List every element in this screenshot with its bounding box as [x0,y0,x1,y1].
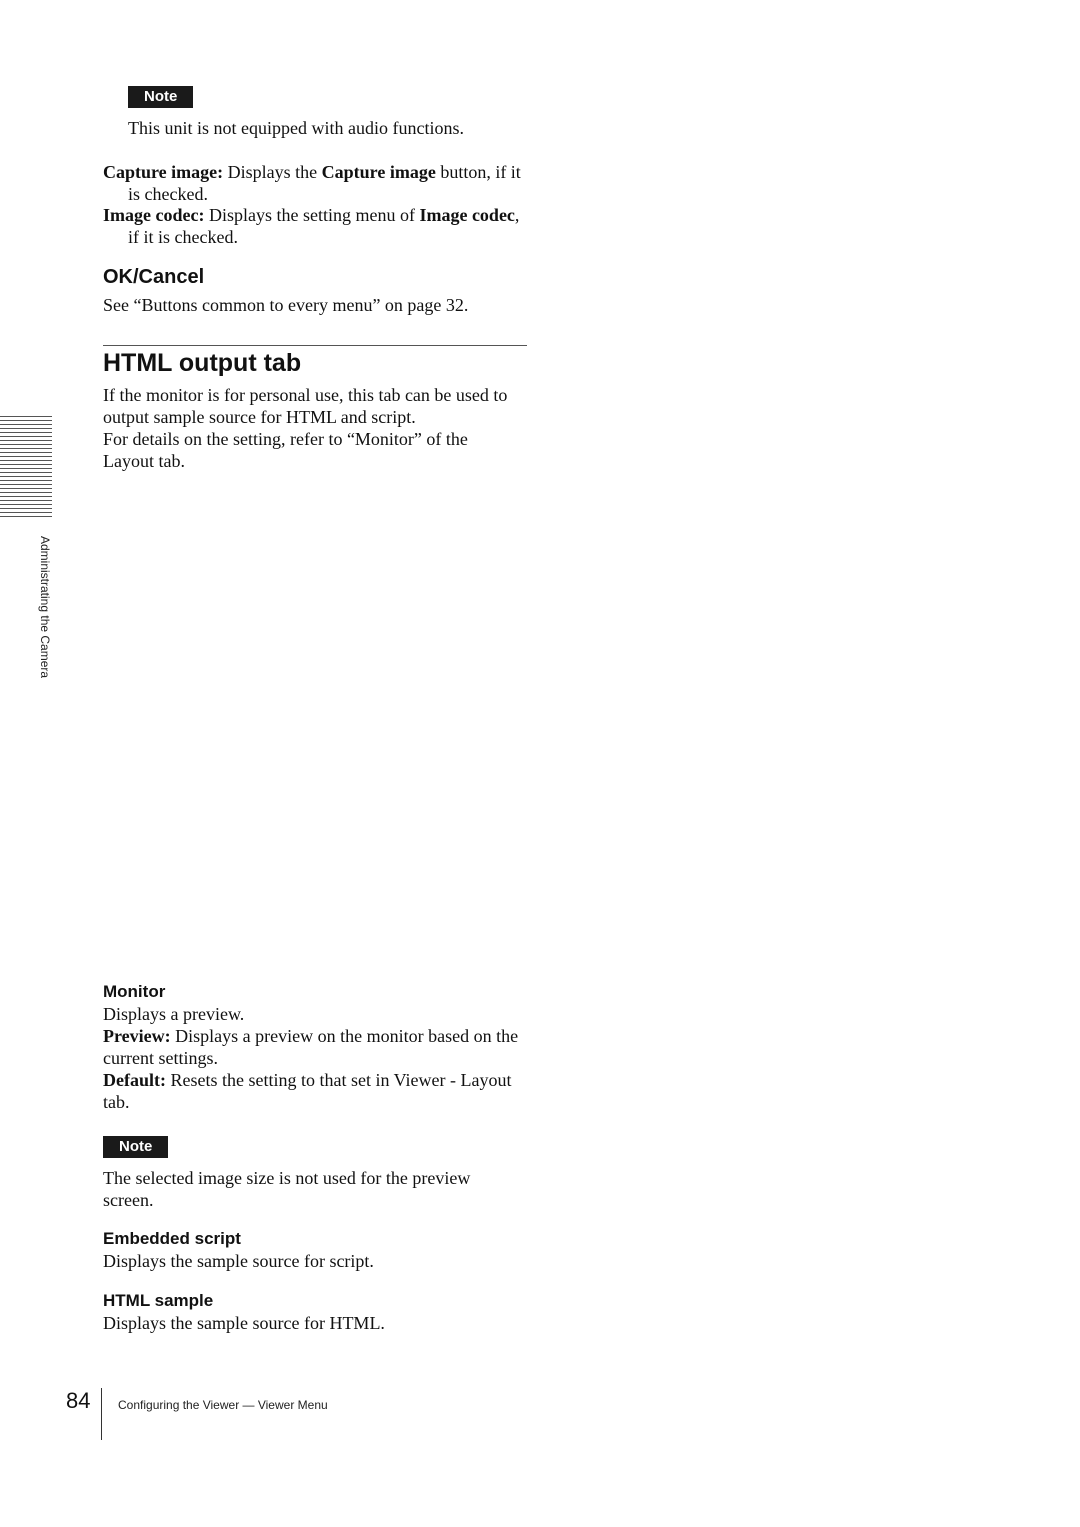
html-output-details: For details on the setting, refer to “Monitor” of the Layout tab. [103,429,468,471]
image-codec-desc-pre: Displays the setting menu of [204,205,420,225]
default-item [103,1069,533,1113]
page-number: 84 [66,1388,91,1413]
side-section-label: Administrating the Camera [38,536,52,679]
html-output-heading: HTML output tab [103,349,302,377]
note-badge: Note [128,86,193,108]
preview-term: Preview: [103,1026,171,1046]
footer-section-title: Configuring the Viewer — Viewer Menu [118,1398,328,1412]
html-sample-heading: HTML sample [103,1291,214,1310]
note-block [128,86,193,108]
footer-divider [101,1388,102,1440]
capture-image-bold: Capture image [321,162,436,182]
capture-image-item [103,161,528,205]
ok-cancel-heading: OK/Cancel [103,266,205,288]
ok-cancel-text: See “Buttons common to every menu” on page 32. [103,295,469,315]
capture-image-term: Capture image: [103,162,224,182]
section-divider [103,345,527,346]
image-codec-term: Image codec: [103,205,205,225]
embedded-script-heading: Embedded script [103,1229,241,1248]
embedded-script-text: Displays the sample source for script. [103,1251,374,1271]
html-output-intro: If the monitor is for personal use, this tab can be used to output sample source for HTML and script. [103,385,508,427]
monitor-text: Displays a preview. [103,1004,245,1024]
html-sample-text: Displays the sample source for HTML. [103,1313,385,1333]
default-desc: Resets the setting to that set in Viewer - Layout tab. [103,1070,512,1112]
image-codec-item [103,204,528,248]
preview-desc: Displays a preview on the monitor based on the current settings. [103,1026,519,1068]
capture-image-desc-post: button, if it is checked. [128,162,521,204]
note-badge-2: Note [103,1136,168,1158]
image-codec-bold: Image codec [419,205,515,225]
note-text-2: The selected image size is not used for the preview screen. [103,1168,471,1210]
default-term: Default: [103,1070,166,1090]
image-codec-desc-post: , if it is checked. [128,205,520,247]
note-text: This unit is not equipped with audio functions. [128,118,464,138]
monitor-heading: Monitor [103,982,166,1001]
preview-item [103,1025,523,1069]
note-block-2 [103,1136,168,1158]
side-tab-marker [0,416,52,520]
capture-image-desc-pre: Displays the [223,162,322,182]
